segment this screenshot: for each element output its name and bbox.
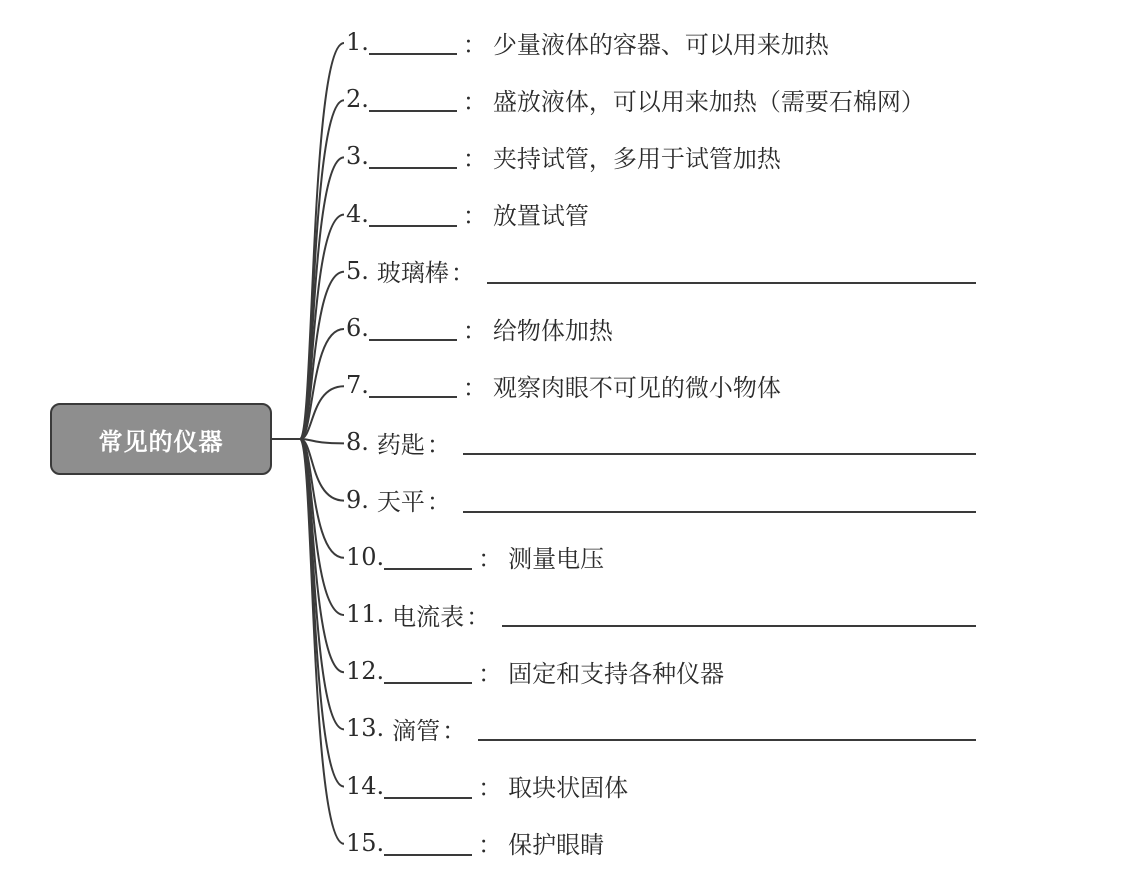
list-item bbox=[346, 422, 976, 462]
branch-connector bbox=[300, 439, 344, 443]
item-description: 固定和支持各种仪器 bbox=[508, 659, 725, 688]
item-description: 取块状固体 bbox=[508, 774, 629, 803]
item-number: 6. bbox=[346, 314, 369, 342]
item-description: 测量电压 bbox=[508, 545, 605, 574]
item-name: 玻璃棒 bbox=[376, 259, 449, 288]
item-description: 少量液体的容器、可以用来加热 bbox=[492, 30, 829, 59]
list-item bbox=[346, 308, 613, 348]
item-number: 12. bbox=[346, 657, 385, 686]
answer-blank[interactable] bbox=[384, 773, 472, 799]
list-item bbox=[346, 251, 976, 291]
colon: ： bbox=[426, 488, 451, 517]
item-number: 2. bbox=[346, 85, 369, 114]
item-number: 10. bbox=[346, 542, 385, 571]
answer-blank-long[interactable] bbox=[487, 258, 976, 284]
answer-blank-long[interactable] bbox=[463, 429, 976, 455]
item-number: 15. bbox=[346, 828, 385, 857]
item-description: 夹持试管，多用于试管加热 bbox=[492, 144, 781, 173]
root-label: 常见的仪器 bbox=[98, 427, 224, 456]
colon: ： bbox=[462, 373, 487, 402]
list-item bbox=[346, 22, 829, 62]
item-number: 4. bbox=[346, 199, 369, 228]
item-number: 13. bbox=[346, 714, 385, 743]
answer-blank[interactable] bbox=[384, 658, 472, 684]
list-item bbox=[346, 79, 925, 119]
list-item bbox=[346, 651, 724, 691]
item-number: 3. bbox=[346, 142, 369, 171]
list-item bbox=[346, 594, 976, 634]
answer-blank-long[interactable] bbox=[478, 715, 976, 741]
item-description: 放置试管 bbox=[492, 202, 589, 231]
root-node bbox=[50, 403, 272, 475]
answer-blank[interactable] bbox=[369, 315, 457, 341]
colon: ： bbox=[466, 602, 491, 631]
item-number: 7. bbox=[346, 371, 369, 400]
answer-blank[interactable] bbox=[369, 29, 457, 55]
item-number: 9. bbox=[346, 485, 369, 514]
item-number: 1. bbox=[346, 28, 369, 56]
item-number: 14. bbox=[346, 771, 385, 800]
colon: ： bbox=[426, 430, 451, 459]
answer-blank[interactable] bbox=[384, 544, 472, 570]
item-description: 盛放液体，可以用来加热（需要石棉网） bbox=[492, 87, 925, 116]
answer-blank-long[interactable] bbox=[463, 487, 976, 513]
colon: ： bbox=[442, 716, 467, 745]
list-item bbox=[346, 365, 781, 405]
answer-blank-long[interactable] bbox=[502, 601, 976, 627]
list-item bbox=[346, 537, 604, 577]
list-item bbox=[346, 823, 604, 863]
item-description: 给物体加热 bbox=[492, 316, 613, 345]
colon: ： bbox=[462, 316, 487, 345]
answer-blank[interactable] bbox=[369, 143, 457, 169]
list-item bbox=[346, 766, 628, 806]
item-name: 滴管 bbox=[392, 716, 441, 745]
colon: ： bbox=[478, 774, 503, 803]
item-number: 8. bbox=[346, 428, 369, 457]
list-item bbox=[346, 194, 589, 234]
answer-blank[interactable] bbox=[384, 830, 472, 856]
list-item bbox=[346, 708, 976, 748]
list-item bbox=[346, 136, 781, 176]
answer-blank[interactable] bbox=[369, 201, 457, 227]
item-name: 电流表 bbox=[392, 602, 465, 631]
colon: ： bbox=[462, 144, 487, 173]
colon: ： bbox=[462, 30, 487, 59]
item-number: 5. bbox=[346, 256, 369, 285]
colon: ： bbox=[478, 831, 503, 860]
colon: ： bbox=[478, 659, 503, 688]
item-description: 观察肉眼不可见的微小物体 bbox=[492, 373, 781, 402]
colon: ： bbox=[462, 87, 487, 116]
list-item bbox=[346, 480, 976, 520]
answer-blank[interactable] bbox=[369, 372, 457, 398]
item-number: 11. bbox=[346, 600, 385, 628]
colon: ： bbox=[462, 202, 487, 231]
branch-connector bbox=[300, 43, 344, 439]
colon: ： bbox=[450, 259, 475, 288]
item-name: 药匙 bbox=[376, 430, 425, 459]
answer-blank[interactable] bbox=[369, 86, 457, 112]
item-description: 保护眼睛 bbox=[508, 831, 605, 860]
item-name: 天平 bbox=[376, 488, 425, 517]
colon: ： bbox=[478, 545, 503, 574]
